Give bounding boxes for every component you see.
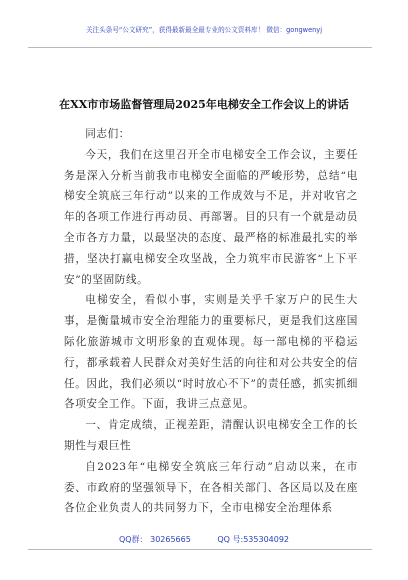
header-note: 关注头条号“公文研究”，获得最新最全最专业的公文资料库！ 微信：gongwenyj [85,26,323,34]
footer-divider [28,549,372,550]
qq-group-number: QQ群： 30265665 [118,535,191,544]
footer-contacts [0,534,408,545]
header-divider [28,47,372,48]
qq-account-number: QQ 号:535304092 [217,535,290,544]
paragraph: 自2023年“电梯安全筑底三年行动”启动以来，在市委、市政府的坚强领导下，在各相关部门、各区局以及在座各位企业负责人的共同努力下，全市电梯安全治理体系 [64,460,358,515]
document-title: 在XX市市场监督管理局2025年电梯安全工作会议上的讲话 [59,98,349,111]
document-body [64,124,358,519]
paragraph: 今天，我们在这里召开全市电梯安全工作会议，主要任务是深入分析当前我市电梯安全面临的严峻形势，总结“电梯安全筑底三年行动”以来的工作成效与不足，并对收官之年的各项工作进行再动员、再部署。目的只有一个就是动员全市各方力量，以最坚决的态度、最严格的标准最扎实的举措，坚决打赢电梯安全攻坚战，全力筑牢市民游客“上下平安”的坚固防线。 [64,148,358,286]
section-heading: 一、肯定成绩，正视差距，清醒认识电梯安全工作的长期性与艰巨性 [64,419,358,452]
salutation: 同志们： [85,128,130,140]
paragraph: 电梯安全，看似小事，实则是关乎千家万户的民生大事，是衡量城市安全治理能力的重要标尺，更是我们这座国际化旅游城市文明形象的直观体现。每一部电梯的平稳运行，都承载着人民群众对美好生活的向往和对公共安全的信任。因此，我们必须以“时时放心不下”的责任感，抓实抓细各项安全工作。下面，我讲三点意见。 [64,294,358,411]
